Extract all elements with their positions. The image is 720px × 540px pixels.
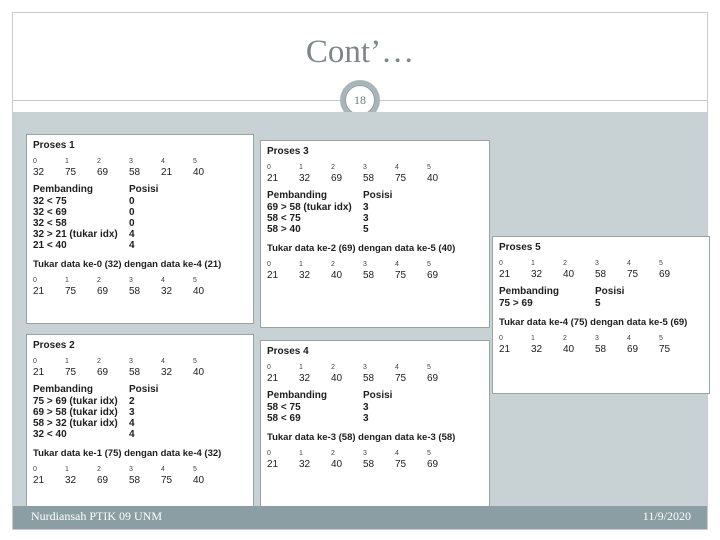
index-row-cell: 4 — [395, 164, 399, 171]
position-value: 5 — [595, 298, 601, 309]
position-heading: Posisi — [129, 184, 159, 195]
result-index-row-cell: 4 — [161, 277, 165, 284]
title-divider-left — [12, 100, 342, 101]
index-row — [33, 157, 247, 167]
position-value: 4 — [129, 229, 135, 240]
result-index-row-cell: 3 — [129, 466, 133, 473]
index-row-cell: 1 — [299, 364, 303, 371]
result-index-row — [267, 260, 483, 270]
value-row — [499, 269, 703, 280]
position-value: 2 — [129, 396, 135, 407]
result-index-row — [33, 276, 247, 286]
process-panel-3 — [260, 140, 490, 328]
comparison-text: 32 < 75 — [33, 196, 67, 207]
result-value-row-cell: 69 — [627, 344, 639, 355]
index-row-cell: 4 — [627, 260, 631, 267]
result-value-row-cell: 58 — [363, 270, 375, 281]
comparison-text: 58 < 75 — [267, 402, 301, 413]
index-row-cell: 3 — [363, 364, 367, 371]
position-value: 3 — [129, 407, 135, 418]
result-value-row-cell: 40 — [193, 475, 205, 486]
comparison-text: 69 > 58 (tukar idx) — [267, 202, 352, 213]
process-title: Proses 1 — [33, 140, 75, 151]
comparison-text: 75 > 69 — [499, 298, 533, 309]
index-row-cell: 3 — [129, 158, 133, 165]
value-row — [33, 167, 247, 178]
index-row-cell: 1 — [65, 358, 69, 365]
value-row-cell: 21 — [267, 373, 279, 384]
comparison-row — [33, 418, 247, 429]
result-index-row-cell: 0 — [267, 261, 271, 268]
value-row-cell: 69 — [427, 373, 439, 384]
value-row-cell: 58 — [363, 173, 375, 184]
value-row-cell: 21 — [33, 367, 45, 378]
position-value: 3 — [363, 413, 369, 424]
result-index-row-cell: 5 — [193, 277, 197, 284]
comparison-text: 69 > 58 (tukar idx) — [33, 407, 118, 418]
comparison-header — [499, 286, 703, 298]
value-row-cell: 75 — [627, 269, 639, 280]
swap-note: Tukar data ke-1 (75) dengan data ke-4 (32) — [33, 448, 222, 459]
title-divider-right — [380, 100, 708, 101]
index-row-cell: 1 — [65, 158, 69, 165]
comparison-row — [33, 196, 247, 207]
index-row-cell: 4 — [395, 364, 399, 371]
process-title: Proses 2 — [33, 340, 75, 351]
result-index-row-cell: 0 — [267, 450, 271, 457]
result-value-row-cell: 69 — [427, 459, 439, 470]
result-index-row-cell: 1 — [299, 261, 303, 268]
result-value-row-cell: 58 — [129, 475, 141, 486]
position-value: 4 — [129, 429, 135, 440]
value-row-cell: 21 — [161, 167, 173, 178]
result-index-row-cell: 1 — [299, 450, 303, 457]
result-value-row-cell: 40 — [193, 286, 205, 297]
value-row-cell: 69 — [659, 269, 671, 280]
process-panel-1 — [26, 134, 254, 324]
index-row-cell: 0 — [499, 260, 503, 267]
result-index-row-cell: 4 — [161, 466, 165, 473]
index-row-cell: 0 — [267, 164, 271, 171]
comparison-row — [33, 207, 247, 218]
comparison-header — [267, 190, 483, 202]
process-title: Proses 4 — [267, 346, 309, 357]
result-index-row-cell: 4 — [395, 261, 399, 268]
value-row-cell: 58 — [129, 367, 141, 378]
result-index-row-cell: 2 — [563, 335, 567, 342]
comparison-text: 58 > 40 — [267, 224, 301, 235]
index-row-cell: 4 — [161, 158, 165, 165]
comparison-text: 32 < 58 — [33, 218, 67, 229]
process-title: Proses 5 — [499, 242, 541, 253]
result-value-row-cell: 32 — [299, 459, 311, 470]
comparator-heading: Pembanding — [33, 184, 94, 195]
result-value-row-cell: 32 — [65, 475, 77, 486]
comparison-text: 58 > 32 (tukar idx) — [33, 418, 118, 429]
result-index-row-cell: 5 — [193, 466, 197, 473]
swap-note: Tukar data ke-3 (58) dengan data ke-3 (58) — [267, 432, 456, 443]
index-row-cell: 3 — [363, 164, 367, 171]
result-index-row — [499, 334, 703, 344]
value-row-cell: 32 — [531, 269, 543, 280]
comparison-row — [267, 213, 483, 224]
result-value-row-cell: 21 — [33, 286, 45, 297]
comparison-text: 58 < 69 — [267, 413, 301, 424]
value-row-cell: 32 — [161, 367, 173, 378]
result-value-row-cell: 58 — [595, 344, 607, 355]
result-value-row — [33, 286, 247, 297]
value-row-cell: 69 — [97, 167, 109, 178]
comparison-text: 58 < 75 — [267, 213, 301, 224]
result-value-row-cell: 40 — [563, 344, 575, 355]
result-index-row-cell: 4 — [395, 450, 399, 457]
result-index-row-cell: 5 — [659, 335, 663, 342]
value-row — [267, 373, 483, 384]
result-index-row-cell: 3 — [363, 450, 367, 457]
result-value-row — [499, 344, 703, 355]
comparison-header — [267, 390, 483, 402]
index-row-cell: 1 — [299, 164, 303, 171]
index-row-cell: 1 — [531, 260, 535, 267]
result-value-row-cell: 69 — [97, 286, 109, 297]
result-value-row — [33, 475, 247, 486]
value-row-cell: 69 — [331, 173, 343, 184]
result-value-row-cell: 69 — [97, 475, 109, 486]
result-index-row-cell: 0 — [33, 277, 37, 284]
comparison-header — [33, 184, 247, 196]
position-heading: Posisi — [595, 286, 625, 297]
index-row-cell: 2 — [97, 358, 101, 365]
result-index-row-cell: 2 — [97, 277, 101, 284]
value-row-cell: 32 — [299, 373, 311, 384]
value-row-cell: 75 — [65, 367, 77, 378]
position-value: 4 — [129, 240, 135, 251]
position-value: 5 — [363, 224, 369, 235]
index-row-cell: 2 — [331, 164, 335, 171]
comparison-header — [33, 384, 247, 396]
result-index-row-cell: 5 — [427, 450, 431, 457]
index-row — [267, 363, 483, 373]
index-row-cell: 2 — [563, 260, 567, 267]
index-row — [33, 357, 247, 367]
result-index-row-cell: 2 — [331, 261, 335, 268]
slide-title: Cont’… — [305, 34, 415, 70]
result-value-row-cell: 69 — [427, 270, 439, 281]
index-row-cell: 4 — [161, 358, 165, 365]
position-value: 3 — [363, 202, 369, 213]
index-row — [267, 163, 483, 173]
result-value-row-cell: 21 — [499, 344, 511, 355]
value-row-cell: 75 — [395, 373, 407, 384]
value-row-cell: 40 — [427, 173, 439, 184]
index-row-cell: 5 — [427, 164, 431, 171]
value-row — [33, 367, 247, 378]
process-panel-2 — [26, 334, 254, 512]
position-value: 0 — [129, 207, 135, 218]
footer-author: Nurdiansah PTIK 09 UNM — [31, 509, 162, 523]
position-heading: Posisi — [363, 390, 393, 401]
value-row — [267, 173, 483, 184]
value-row-cell: 58 — [595, 269, 607, 280]
value-row-cell: 58 — [129, 167, 141, 178]
swap-note: Tukar data ke-4 (75) dengan data ke-5 (69) — [499, 317, 688, 328]
comparison-row — [33, 240, 247, 251]
index-row-cell: 2 — [97, 158, 101, 165]
result-value-row-cell: 32 — [161, 286, 173, 297]
position-value: 3 — [363, 213, 369, 224]
position-value: 0 — [129, 218, 135, 229]
result-index-row — [33, 465, 247, 475]
comparison-text: 21 < 40 — [33, 240, 67, 251]
result-value-row-cell: 32 — [531, 344, 543, 355]
result-value-row-cell: 21 — [267, 459, 279, 470]
position-heading: Posisi — [363, 190, 393, 201]
result-index-row-cell: 1 — [531, 335, 535, 342]
position-value: 4 — [129, 418, 135, 429]
result-index-row-cell: 1 — [65, 277, 69, 284]
position-value: 0 — [129, 196, 135, 207]
value-row-cell: 75 — [395, 173, 407, 184]
result-index-row-cell: 0 — [499, 335, 503, 342]
value-row-cell: 32 — [33, 167, 45, 178]
value-row-cell: 75 — [65, 167, 77, 178]
index-row-cell: 5 — [659, 260, 663, 267]
swap-note: Tukar data ke-0 (32) dengan data ke-4 (21) — [33, 259, 222, 270]
comparison-row — [33, 407, 247, 418]
index-row-cell: 5 — [427, 364, 431, 371]
comparison-text: 32 < 40 — [33, 429, 67, 440]
result-value-row — [267, 459, 483, 470]
comparison-row — [33, 429, 247, 440]
result-value-row-cell: 75 — [161, 475, 173, 486]
index-row-cell: 3 — [595, 260, 599, 267]
result-index-row-cell: 5 — [427, 261, 431, 268]
result-index-row-cell: 2 — [331, 450, 335, 457]
result-index-row-cell: 3 — [363, 261, 367, 268]
value-row-cell: 40 — [193, 167, 205, 178]
process-panel-4 — [260, 340, 490, 512]
comparison-text: 75 > 69 (tukar idx) — [33, 396, 118, 407]
process-panel-5 — [492, 236, 710, 394]
result-value-row — [267, 270, 483, 281]
index-row-cell: 2 — [331, 364, 335, 371]
result-value-row-cell: 58 — [129, 286, 141, 297]
index-row-cell: 0 — [267, 364, 271, 371]
result-value-row-cell: 21 — [33, 475, 45, 486]
value-row-cell: 40 — [563, 269, 575, 280]
comparator-heading: Pembanding — [267, 390, 328, 401]
index-row-cell: 3 — [129, 358, 133, 365]
footer-bar — [13, 506, 707, 529]
result-index-row-cell: 3 — [595, 335, 599, 342]
value-row-cell: 69 — [97, 367, 109, 378]
comparison-row — [499, 298, 703, 309]
result-value-row-cell: 75 — [395, 459, 407, 470]
index-row-cell: 0 — [33, 358, 37, 365]
position-heading: Posisi — [129, 384, 159, 395]
result-value-row-cell: 21 — [267, 270, 279, 281]
result-index-row-cell: 4 — [627, 335, 631, 342]
result-index-row-cell: 0 — [33, 466, 37, 473]
comparison-row — [267, 202, 483, 213]
value-row-cell: 32 — [299, 173, 311, 184]
comparator-heading: Pembanding — [267, 190, 328, 201]
swap-note: Tukar data ke-2 (69) dengan data ke-5 (40) — [267, 243, 456, 254]
comparator-heading: Pembanding — [33, 384, 94, 395]
comparator-heading: Pembanding — [499, 286, 560, 297]
result-value-row-cell: 40 — [331, 459, 343, 470]
comparison-text: 32 < 69 — [33, 207, 67, 218]
comparison-row — [33, 396, 247, 407]
index-row-cell: 5 — [193, 358, 197, 365]
process-title: Proses 3 — [267, 146, 309, 157]
comparison-text: 32 > 21 (tukar idx) — [33, 229, 118, 240]
comparison-row — [267, 402, 483, 413]
result-value-row-cell: 75 — [395, 270, 407, 281]
footer-date: 11/9/2020 — [642, 509, 691, 523]
value-row-cell: 21 — [499, 269, 511, 280]
value-row-cell: 40 — [331, 373, 343, 384]
position-value: 3 — [363, 402, 369, 413]
result-value-row-cell: 32 — [299, 270, 311, 281]
result-index-row-cell: 1 — [65, 466, 69, 473]
value-row-cell: 40 — [193, 367, 205, 378]
value-row-cell: 21 — [267, 173, 279, 184]
comparison-row — [267, 413, 483, 424]
result-value-row-cell: 75 — [659, 344, 671, 355]
result-index-row — [267, 449, 483, 459]
result-value-row-cell: 75 — [65, 286, 77, 297]
result-index-row-cell: 3 — [129, 277, 133, 284]
result-value-row-cell: 58 — [363, 459, 375, 470]
index-row-cell: 0 — [33, 158, 37, 165]
comparison-row — [33, 229, 247, 240]
result-index-row-cell: 2 — [97, 466, 101, 473]
slide-number: 18 — [345, 85, 375, 115]
result-value-row-cell: 40 — [331, 270, 343, 281]
comparison-row — [267, 224, 483, 235]
index-row — [499, 259, 703, 269]
comparison-row — [33, 218, 247, 229]
index-row-cell: 5 — [193, 158, 197, 165]
value-row-cell: 58 — [363, 373, 375, 384]
